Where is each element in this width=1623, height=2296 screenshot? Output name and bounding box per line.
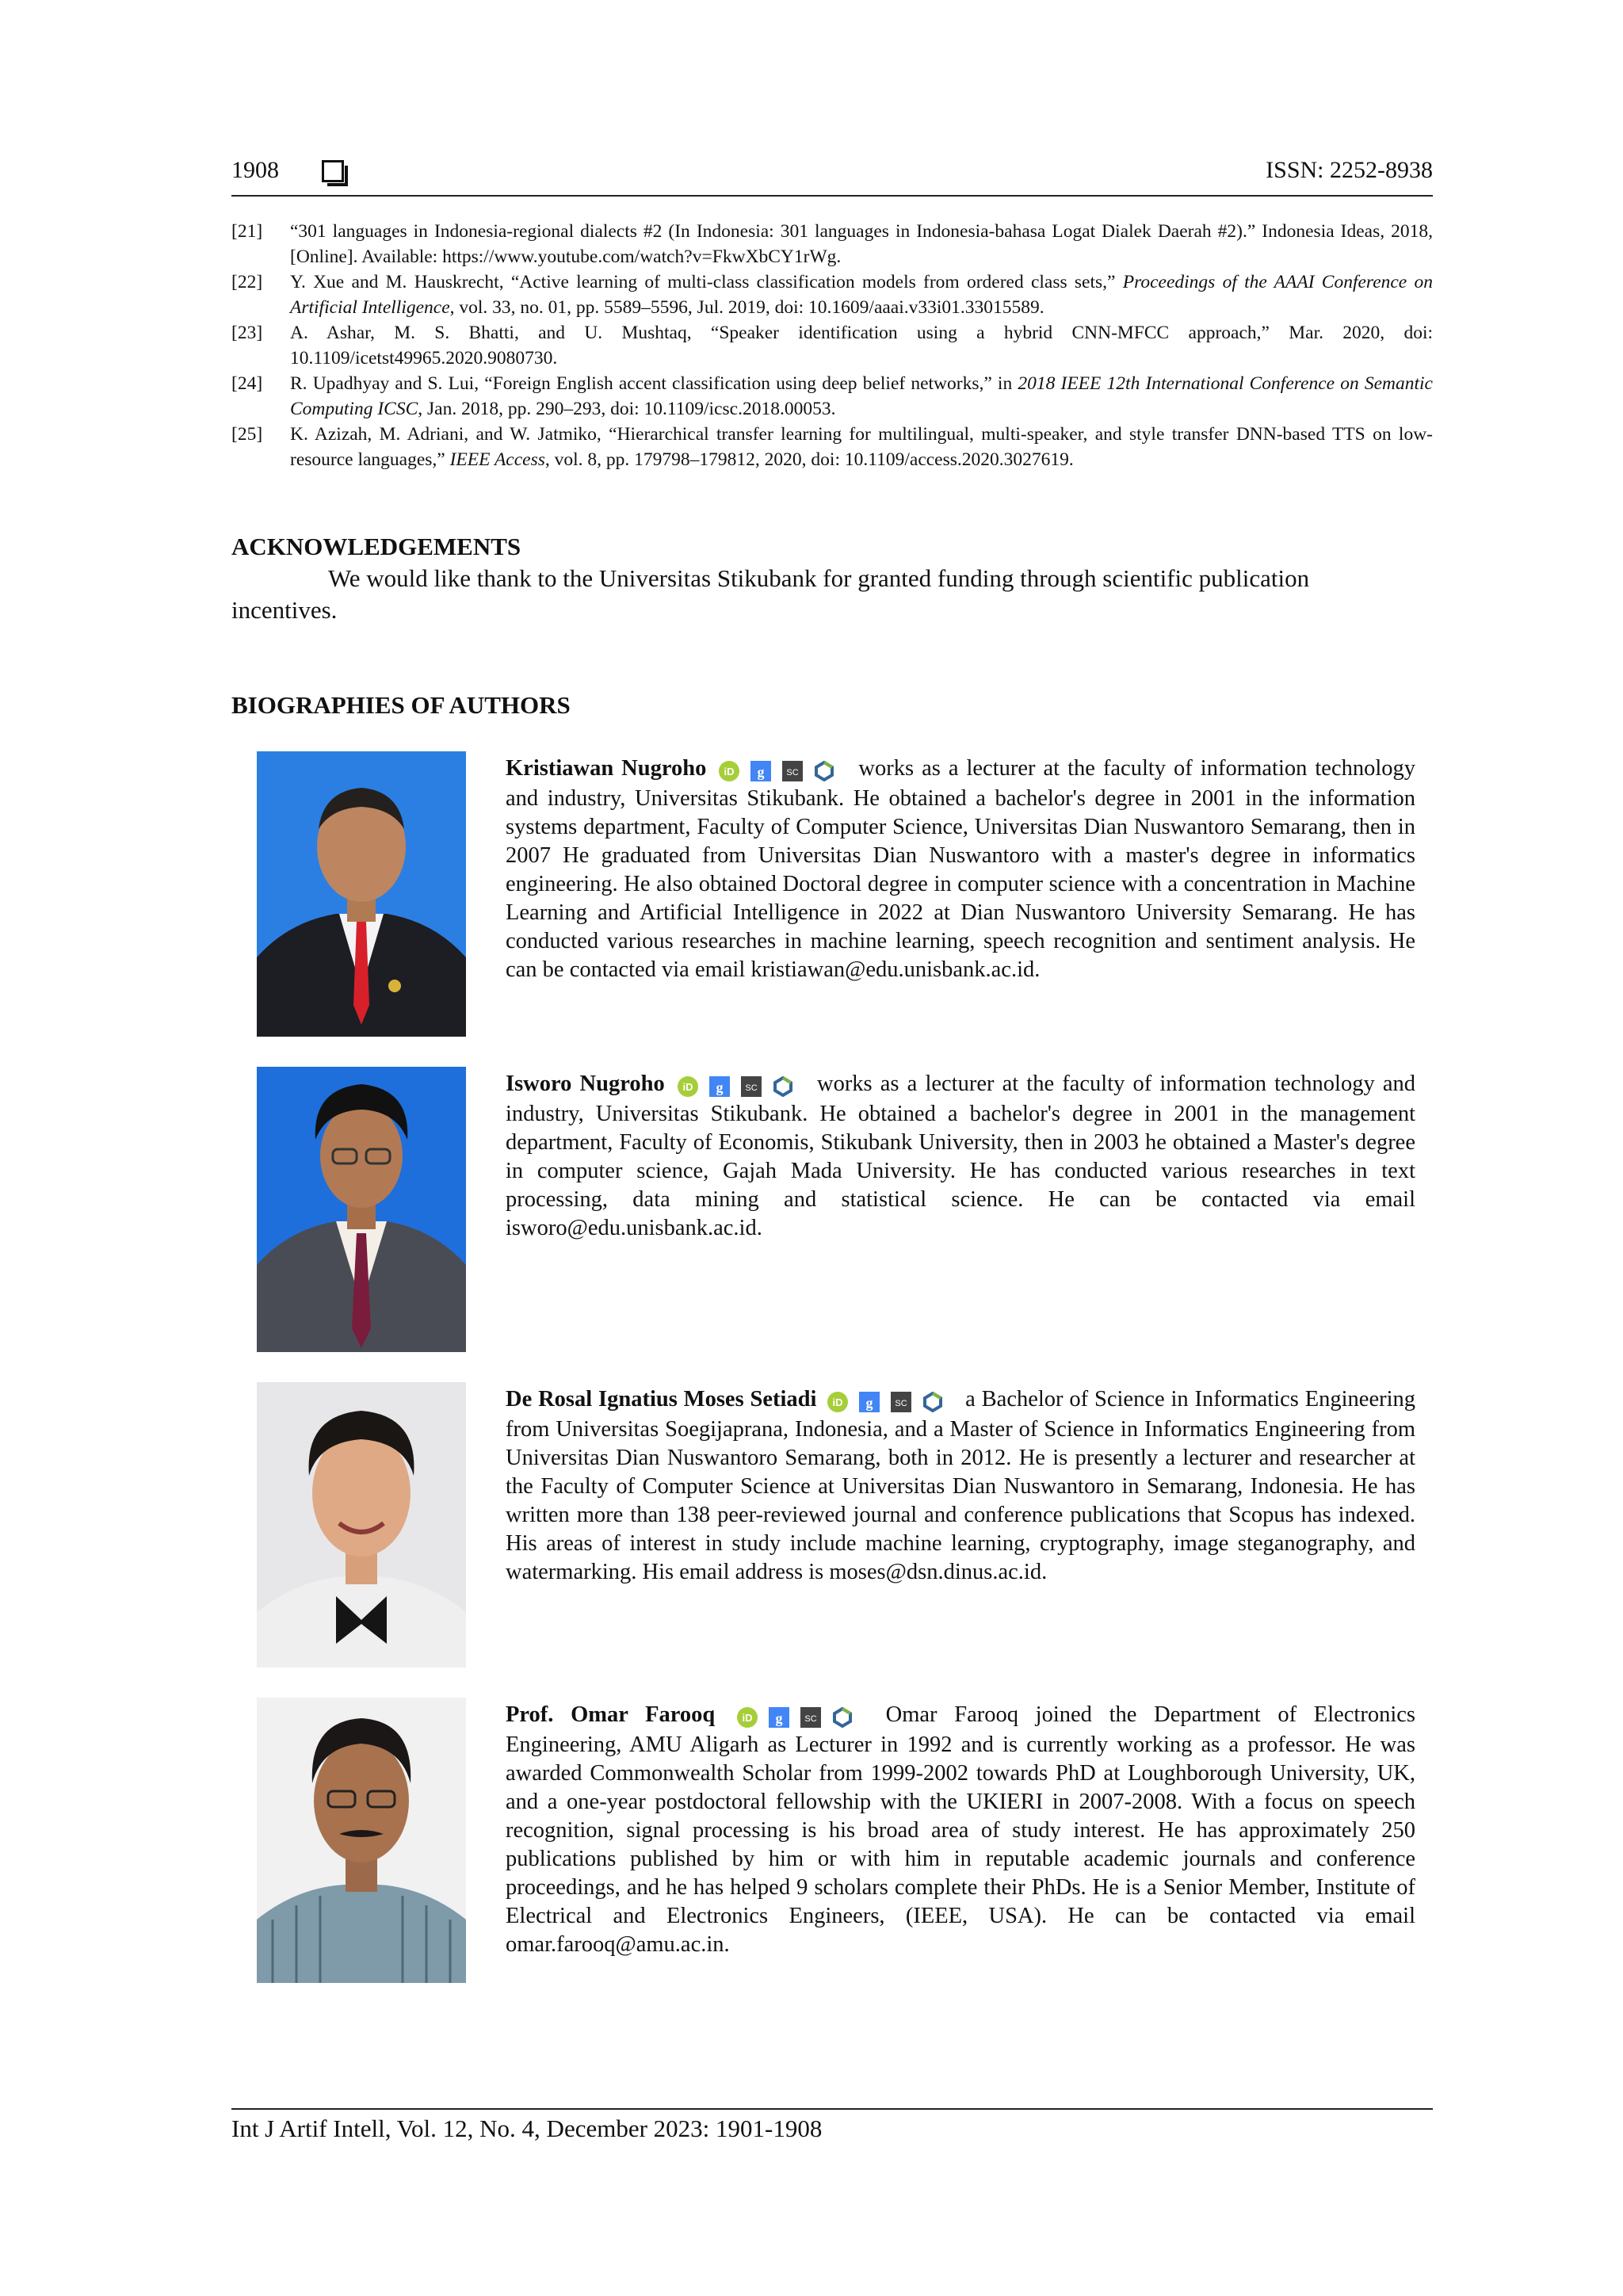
author-description: works as a lecturer at the faculty of information technology and industry, Universitas Stikubank. He obtained a bachelor's degree in 2001 in the management department, Faculty of Economis, Stikubank University, then in 2003 he obtained a Master's degree in computer science, Gajah Mada University. He has conducted various researches in text processing, data mining and statistical science. He can be contacted via email isworo@edu.unisbank.ac.id.: [506, 1072, 1415, 1240]
reference-venue: 2018 IEEE 12th International Conference on Semantic Computing ICSC: [290, 373, 1433, 419]
page-footer: [231, 2108, 1433, 2143]
orcid-icon[interactable]: [737, 1707, 758, 1728]
reference-item: [231, 371, 1433, 422]
reference-number: [23]: [231, 323, 263, 343]
author-profile-icons: [827, 1387, 954, 1415]
google-scholar-icon[interactable]: [709, 1076, 730, 1097]
reference-item: [231, 320, 1433, 371]
author-profile-icons: [737, 1702, 864, 1731]
google-scholar-icon[interactable]: [769, 1707, 789, 1728]
svg-text:SC: SC: [895, 1399, 907, 1409]
biographies-heading: BIOGRAPHIES OF AUTHORS: [231, 691, 571, 719]
author-bio-text: [506, 755, 1415, 984]
orcid-icon[interactable]: [678, 1076, 698, 1097]
author-profile-icons: [719, 756, 846, 785]
reference-item: [231, 219, 1433, 269]
author-name: De Rosal Ignatius Moses Setiadi: [506, 1387, 817, 1412]
issn: ISSN: 2252-8938: [1266, 157, 1433, 183]
author-name: Prof. Omar Farooq: [506, 1702, 716, 1727]
scopus-icon[interactable]: [891, 1392, 911, 1412]
svg-text:iD: iD: [832, 1396, 843, 1409]
reference-item: [231, 422, 1433, 472]
svg-text:iD: iD: [742, 1712, 753, 1725]
author-bio-text: [506, 1701, 1415, 1959]
author-photo: [257, 1067, 466, 1352]
svg-text:g: g: [775, 1710, 783, 1727]
author-name: Kristiawan Nugroho: [506, 756, 707, 781]
acknowledgements-body: We would like thank to the Universitas Stikubank for granted funding through scientific publication incentives.: [231, 564, 1310, 624]
author-bio-text: [506, 1070, 1415, 1243]
reference-venue: IEEE Access: [449, 449, 545, 470]
reference-number: [22]: [231, 272, 263, 292]
reference-list: [231, 219, 1433, 472]
reference-number: [21]: [231, 221, 263, 242]
svg-text:g: g: [757, 764, 765, 781]
svg-text:iD: iD: [682, 1081, 693, 1094]
reference-text: R. Upadhyay and S. Lui, “Foreign English accent classification using deep belief networks,” in: [290, 373, 1018, 394]
reference-text: K. Azizah, M. Adriani, and W. Jatmiko, “Hierarchical transfer learning for multilingual, multi-speaker, and style transfer DNN-based TTS on low-resource languages,”: [290, 424, 1433, 470]
scopus-icon[interactable]: [800, 1707, 821, 1728]
publons-icon[interactable]: [773, 1076, 793, 1097]
square-icon: [322, 160, 344, 182]
scopus-icon[interactable]: [782, 761, 803, 781]
reference-number: [25]: [231, 424, 263, 445]
reference-details: , vol. 33, no. 01, pp. 5589–5596, Jul. 2019, doi: 10.1609/aaai.v33i01.33015589.: [449, 297, 1044, 318]
scopus-icon[interactable]: [741, 1076, 762, 1097]
google-scholar-icon[interactable]: [859, 1392, 880, 1412]
author-name: Isworo Nugroho: [506, 1072, 665, 1096]
reference-text: “301 languages in Indonesia-regional dialects #2 (In Indonesia: 301 languages in Indonesia-bahasa Logat Dialek Daerah #2).” Indonesia Ideas, 2018, [Online]. Available: https://www.youtube.com/watch?v=FkwXbCY1rWg.: [290, 221, 1433, 267]
svg-text:SC: SC: [745, 1083, 758, 1094]
page-header: [231, 155, 1433, 197]
author-bio-text: [506, 1385, 1415, 1587]
svg-text:SC: SC: [804, 1714, 817, 1725]
svg-text:SC: SC: [786, 768, 800, 778]
author-description: Omar Farooq joined the Department of Electronics Engineering, AMU Aligarh as Lecturer in 1992 and is currently working as a professor. He was awarded Commonwealth Scholar from 1999-2002 towards PhD at Loughborough University, UK, and a one-year postdoctoral fellowship with the UKIERI in 2007-2008. With a focus on speech recognition, signal processing is his broad area of study interest. He has approximately 250 publications published by him or with him in reputable academic journals and conference proceedings, and he has helped 9 scholars complete their PhDs. He is a Senior Member, Institute of Electrical and Electronics Engineers, (IEEE, USA). He can be contacted via email omar.farooq@amu.ac.in.: [506, 1702, 1415, 1957]
author-description: works as a lecturer at the faculty of information technology and industry, Universitas Stikubank. He obtained a bachelor's degree in 2001 in the information systems department, Faculty of Computer Science, Universitas Dian Nuswantoro Semarang, then in 2007 He graduated from Universitas Dian Nuswantoro with a master's degree in informatics engineering. He also obtained Doctoral degree in computer science with a concentration in Machine Learning and Artificial Intelligence in 2022 at Dian Nuswantoro University Semarang. He has conducted various researches in machine learning, speech recognition and sentiment analysis. He can be contacted via email kristiawan@edu.unisbank.ac.id.: [506, 756, 1416, 982]
reference-venue: Proceedings of the AAAI Conference on Artificial Intelligence: [290, 272, 1433, 318]
orcid-icon[interactable]: [719, 761, 739, 781]
page-number: 1908: [231, 157, 279, 183]
svg-text:iD: iD: [724, 766, 735, 778]
journal-citation: Int J Artif Intell, Vol. 12, No. 4, December 2023: 1901-1908: [231, 2115, 823, 2142]
author-profile-icons: [678, 1072, 804, 1100]
reference-text: A. Ashar, M. S. Bhatti, and U. Mushtaq, “Speaker identification using a hybrid CNN-MFCC approach,” Mar. 2020, doi: 10.1109/icetst49965.2020.9080730.: [290, 323, 1433, 369]
author-photo: [257, 751, 466, 1037]
svg-text:g: g: [716, 1079, 724, 1096]
publons-icon[interactable]: [922, 1392, 943, 1412]
author-photo: [257, 1382, 466, 1668]
publons-icon[interactable]: [832, 1707, 853, 1728]
reference-details: , vol. 8, pp. 179798–179812, 2020, doi: 10.1109/access.2020.3027619.: [544, 449, 1074, 470]
reference-details: , Jan. 2018, pp. 290–293, doi: 10.1109/icsc.2018.00053.: [418, 399, 836, 419]
orcid-icon[interactable]: [827, 1392, 848, 1412]
author-photo: [257, 1698, 466, 1983]
svg-text:g: g: [865, 1395, 873, 1412]
reference-text: Y. Xue and M. Hauskrecht, “Active learning of multi-class classification models from ordered class sets,”: [290, 272, 1123, 292]
publons-icon[interactable]: [814, 761, 834, 781]
acknowledgements-heading: ACKNOWLEDGEMENTS: [231, 533, 521, 560]
reference-number: [24]: [231, 373, 263, 394]
reference-item: [231, 269, 1433, 320]
google-scholar-icon[interactable]: [750, 761, 771, 781]
author-description: a Bachelor of Science in Informatics Engineering from Universitas Soegijaprana, Indonesia, and a Master of Science in Informatics Engineering from Universitas Dian Nuswantoro Semarang, both in 2012. He is presently a lecturer and researcher at the Faculty of Computer Science at Universitas Dian Nuswantoro in Semarang, Indonesia. He has written more than 138 peer-reviewed journal and conference publications that Scopus has indexed. His areas of interest in study include machine learning, cryptography, image steganography, and watermarking. His email address is moses@dsn.dinus.ac.id.: [506, 1387, 1416, 1584]
